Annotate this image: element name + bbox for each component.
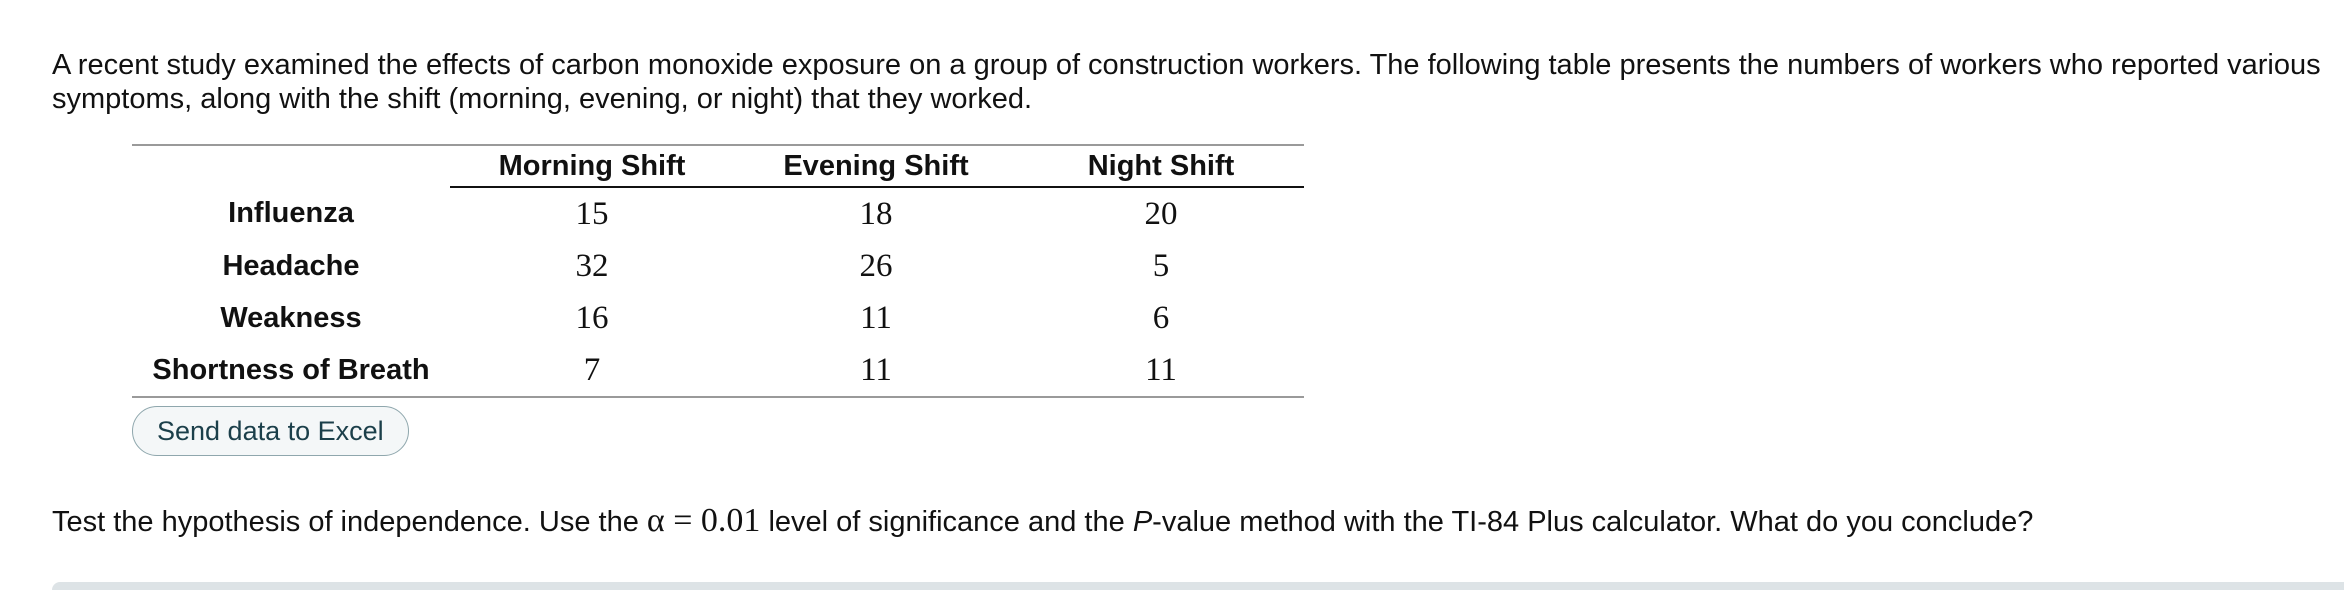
problem-intro: A recent study examined the effects of carbon monoxide exposure on a group of construction workers. The following table presents the numbers of workers who reported various symptoms, along with the shift (morning, evening, or night) that they worked.: [52, 49, 2321, 115]
table-cell: 7: [583, 351, 601, 388]
column-header: Evening Shift: [734, 145, 1018, 187]
row-header: Shortness of Breath: [152, 353, 430, 386]
question-text: [52, 504, 2033, 539]
p-variable: P: [1132, 506, 1153, 538]
table-cell: 26: [859, 247, 893, 284]
table-cell: 16: [575, 299, 609, 336]
column-header: Night Shift: [1018, 145, 1304, 187]
row-header: Influenza: [228, 197, 354, 229]
symptom-shift-table: [132, 144, 1304, 398]
table-cell: 18: [859, 195, 893, 232]
column-header: Morning Shift: [450, 145, 734, 187]
question-part: -value method with the TI-84 Plus calculator. What do you conclude?: [1152, 506, 2034, 538]
table-row: [132, 240, 1304, 292]
alpha-expression: α = 0.01: [646, 502, 761, 539]
table-cell: 5: [1152, 247, 1170, 284]
table-row: [132, 344, 1304, 397]
table-row: [132, 187, 1304, 240]
table-row: [132, 292, 1304, 344]
table-cell: 11: [860, 351, 892, 388]
table-cell: 6: [1152, 299, 1170, 336]
table-cell: 11: [1145, 351, 1177, 388]
answer-panel-edge: [52, 582, 2344, 590]
row-header: Weakness: [220, 301, 362, 334]
table-cell: 20: [1144, 195, 1178, 232]
send-to-excel-button[interactable]: Send data to Excel: [132, 406, 409, 456]
table-header-row: [132, 145, 1304, 187]
row-header: Headache: [222, 249, 360, 282]
table-cell: 11: [860, 299, 892, 336]
table-cell: 32: [575, 247, 609, 284]
table-cell: 15: [575, 195, 609, 232]
corner-cell: [132, 145, 450, 187]
question-part: Test the hypothesis of independence. Use the: [52, 506, 647, 538]
question-part: level of significance and the: [760, 506, 1133, 538]
